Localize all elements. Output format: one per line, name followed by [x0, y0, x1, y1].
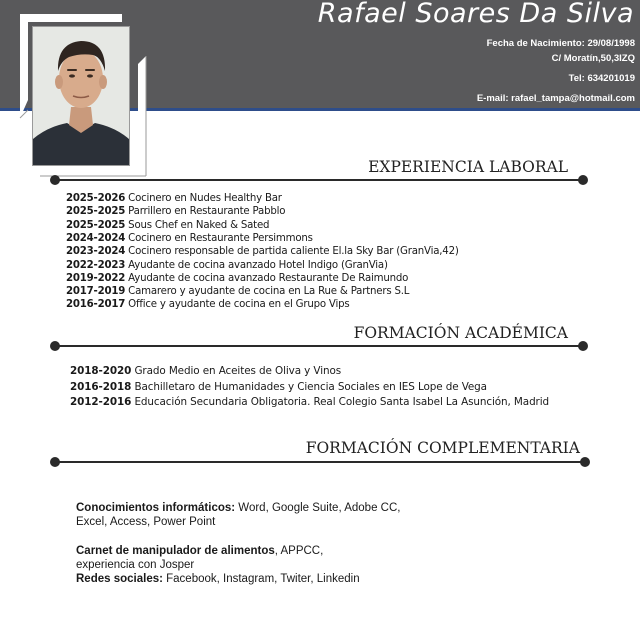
experience-years: 2023-2024: [66, 246, 126, 258]
food-handler-value: , APPCC,: [274, 545, 324, 557]
experience-item: [66, 246, 459, 257]
education-title: FORMACIÓN ACADÉMICA: [353, 324, 568, 342]
education-years: 2018-2020: [70, 365, 132, 377]
experience-description: Ayudante de cocina avanzado Restaurante De Raimundo: [125, 272, 409, 284]
birth-date: Fecha de Nacimiento: 29/08/1998: [486, 38, 635, 49]
address: C/ Moratín,50,3IZQ: [551, 53, 635, 64]
experience-item: [66, 233, 313, 244]
experience-years: 2025-2025: [66, 219, 126, 231]
food-handler: [76, 545, 323, 557]
experience-years: 2019-2022: [66, 272, 126, 284]
education-years: 2012-2016: [70, 396, 132, 408]
social-networks-label: Redes sociales:: [76, 573, 163, 585]
experience-rule: [55, 179, 583, 181]
experience-years: 2016-2017: [66, 299, 126, 311]
experience-description: Cocinero responsable de partida caliente El.la Sky Bar (GranVia,42): [125, 246, 459, 258]
experience-item: [66, 220, 269, 231]
experience-description: Parrillero en Restaurante Pabblo: [125, 206, 286, 218]
experience-description: Ayudante de cocina avanzado Hotel Indigo (GranVia): [125, 259, 388, 271]
experience-description: Cocinero en Nudes Healthy Bar: [125, 193, 282, 204]
experience-years: 2017-2019: [66, 286, 126, 298]
email: E-mail: rafael_tampa@hotmail.com: [476, 93, 635, 104]
phone: Tel: 634201019: [568, 73, 635, 84]
experience-description: Cocinero en Restaurante Persimmons: [125, 232, 313, 244]
experience-years: 2024-2024: [66, 232, 126, 244]
profile-photo: [32, 26, 130, 166]
computer-skills-cont: Excel, Access, Power Point: [76, 516, 216, 528]
experience-item: [66, 286, 409, 297]
social-networks: [76, 573, 360, 585]
experience-description: Camarero y ayudante de cocina en La Rue & Partners S.L: [125, 286, 410, 298]
experience-years: 2022-2023: [66, 259, 126, 271]
food-handler-label: Carnet de manipulador de alimentos: [76, 545, 275, 557]
experience-years: 2025-2026: [66, 193, 126, 204]
computer-skills: [76, 502, 400, 514]
education-rule: [55, 345, 583, 347]
rule-dot-right: [578, 341, 588, 351]
food-handler-cont: experiencia con Josper: [76, 559, 195, 571]
education-item: [70, 365, 341, 377]
experience-item: [66, 260, 388, 271]
experience-title: EXPERIENCIA LABORAL: [368, 158, 568, 176]
full-name: Rafael Soares Da Silva: [317, 0, 634, 29]
complementary-title: FORMACIÓN COMPLEMENTARIA: [305, 439, 580, 457]
experience-description: Office y ayudante de cocina en el Grupo Vips: [125, 299, 350, 311]
complementary-rule: [55, 461, 585, 463]
experience-item: [66, 299, 349, 310]
experience-item: [66, 273, 408, 284]
computer-skills-value: Word, Google Suite, Adobe CC,: [235, 502, 401, 514]
experience-description: Sous Chef en Naked & Sated: [125, 219, 270, 231]
education-years: 2016-2018: [70, 380, 132, 393]
experience-years: 2025-2025: [66, 206, 126, 218]
rule-dot-right: [580, 457, 590, 467]
education-item: [70, 381, 487, 393]
education-description: Bachilletaro de Humanidades y Ciencia Sociales en IES Lope de Vega: [131, 380, 487, 393]
education-item: [70, 396, 549, 408]
education-description: Educación Secundaria Obligatoria. Real Colegio Santa Isabel La Asunción, Madrid: [131, 396, 550, 408]
education-description: Grado Medio en Aceites de Oliva y Vinos: [131, 365, 342, 377]
experience-item: [66, 206, 285, 217]
computer-skills-label: Conocimientos informáticos:: [76, 502, 236, 514]
experience-item: [66, 193, 282, 204]
social-networks-value: Facebook, Instagram, Twiter, Linkedin: [162, 573, 360, 585]
rule-dot-right: [578, 175, 588, 185]
